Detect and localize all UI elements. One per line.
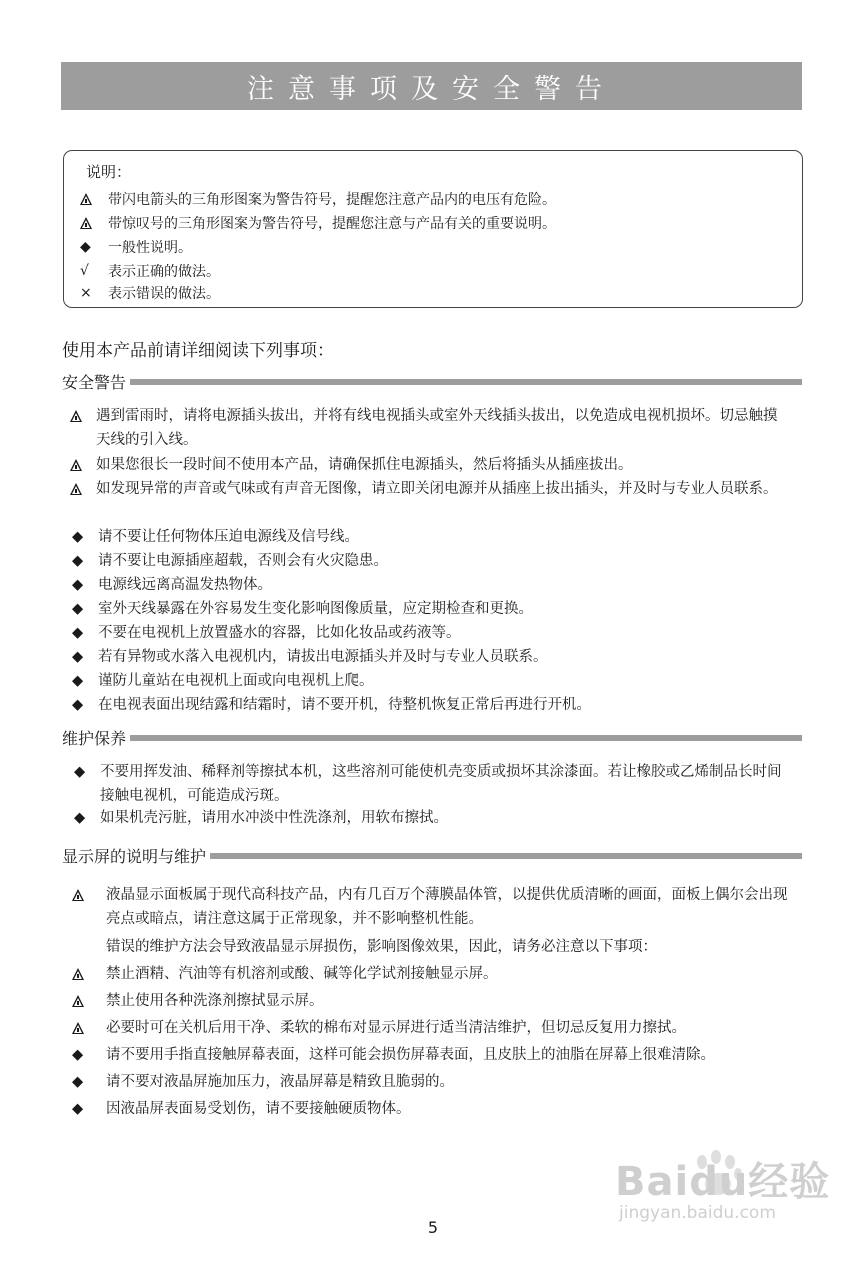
list-item bbox=[72, 962, 794, 986]
legend-item-text: 表示错误的做法。 bbox=[108, 286, 220, 302]
list-item bbox=[72, 1043, 794, 1067]
list-item-text: 若有异物或水落入电视机内，请拔出电源插头并及时与专业人员联系。 bbox=[98, 649, 548, 665]
legend-item bbox=[80, 237, 192, 257]
list-item-text: 请不要对液晶屏施加压力，液晶屏幕是精致且脆弱的。 bbox=[106, 1074, 454, 1090]
list-item bbox=[74, 760, 790, 808]
diamond-bullet-icon: ◆ bbox=[72, 1101, 84, 1117]
diamond-bullet-icon: ◆ bbox=[72, 673, 84, 689]
diamond-bullet-icon: ◆ bbox=[74, 810, 86, 826]
legend-item bbox=[80, 283, 220, 303]
watermark-logo-text: Baidu经验 bbox=[615, 1159, 831, 1205]
list-item bbox=[72, 1070, 794, 1094]
list-item bbox=[72, 1016, 794, 1040]
legend-item bbox=[80, 189, 556, 209]
list-item-text: 如发现异常的声音或气味或有声音无图像，请立即关闭电源并从插座上拔出插头，并及时与专业人员联系。 bbox=[96, 481, 778, 497]
diamond-bullet-icon: ◆ bbox=[72, 529, 84, 545]
warning-triangle-icon bbox=[80, 217, 92, 229]
warning-triangle-icon bbox=[70, 483, 82, 495]
diamond-bullet-icon: ◆ bbox=[72, 577, 84, 593]
list-item bbox=[72, 883, 794, 931]
list-item bbox=[72, 989, 794, 1013]
section-rule bbox=[210, 853, 802, 859]
legend-item bbox=[80, 261, 220, 281]
list-item-text: 请不要让任何物体压迫电源线及信号线。 bbox=[98, 529, 359, 545]
page-title bbox=[61, 62, 802, 110]
list-item-text: 请不要让电源插座超载，否则会有火灾隐患。 bbox=[98, 553, 388, 569]
list-item-text: 不要在电视机上放置盛水的容器，比如化妆品或药液等。 bbox=[98, 625, 461, 641]
section-heading-text: 显示屏的说明与维护 bbox=[62, 847, 207, 866]
list-item-text: 电源线远离高温发热物体。 bbox=[98, 577, 272, 593]
diamond-bullet-icon: ◆ bbox=[72, 697, 84, 713]
list-item bbox=[72, 645, 792, 669]
list-item-text: 必要时可在关机后用干净、柔软的棉布对显示屏进行适当清洁维护，但切忌反复用力擦拭。 bbox=[106, 1020, 686, 1036]
list-item bbox=[70, 477, 790, 501]
list-item bbox=[72, 573, 792, 597]
list-item-text: 禁止酒精、汽油等有机溶剂或酸、碱等化学试剂接触显示屏。 bbox=[106, 966, 498, 982]
section-heading-display bbox=[62, 844, 802, 867]
legend-item-text: 带闪电箭头的三角形图案为警告符号，提醒您注意产品内的电压有危险。 bbox=[108, 192, 556, 208]
list-item-text: 谨防儿童站在电视机上面或向电视机上爬。 bbox=[98, 673, 374, 689]
section-heading-text: 安全警告 bbox=[62, 373, 127, 392]
section-heading-safety bbox=[62, 370, 802, 393]
list-item-text: 错误的维护方法会导致液晶显示屏损伤，影响图像效果，因此，请务必注意以下事项： bbox=[106, 939, 657, 955]
list-item-text: 如果机壳污脏，请用水冲淡中性洗涤剂，用软布擦拭。 bbox=[100, 810, 448, 826]
section-heading-text: 维护保养 bbox=[62, 729, 127, 748]
section-rule bbox=[130, 379, 802, 385]
legend-item-text: 带惊叹号的三角形图案为警告符号，提醒您注意与产品有关的重要说明。 bbox=[108, 216, 556, 232]
list-item-text: 禁止使用各种洗涤剂擦拭显示屏。 bbox=[106, 993, 324, 1009]
list-item bbox=[72, 525, 792, 549]
watermark bbox=[615, 1150, 830, 1223]
warning-triangle-icon bbox=[70, 459, 82, 471]
page-title-text: 注意事项及安全警告 bbox=[247, 73, 616, 105]
list-item bbox=[74, 806, 790, 830]
warning-triangle-icon bbox=[72, 1022, 84, 1034]
diamond-bullet-icon: ◆ bbox=[72, 1074, 84, 1090]
warning-triangle-icon bbox=[72, 889, 84, 901]
section-rule bbox=[130, 735, 802, 741]
warning-triangle-icon bbox=[70, 410, 82, 422]
list-item bbox=[72, 669, 792, 693]
section-heading-maintenance bbox=[62, 726, 802, 749]
cross-icon: × bbox=[80, 285, 92, 301]
list-item bbox=[72, 549, 792, 573]
list-item-text: 因液晶屏表面易受划伤，请不要接触硬质物体。 bbox=[106, 1101, 411, 1117]
watermark-url: jingyan.baidu.com bbox=[619, 1203, 776, 1223]
list-item bbox=[72, 597, 792, 621]
list-item-text: 在电视表面出现结露和结霜时，请不要开机，待整机恢复正常后再进行开机。 bbox=[98, 697, 591, 713]
list-item bbox=[70, 453, 790, 477]
list-item bbox=[70, 404, 790, 452]
legend-item-text: 表示正确的做法。 bbox=[108, 264, 220, 280]
legend-item bbox=[80, 213, 556, 233]
list-item bbox=[72, 1097, 794, 1121]
legend-box bbox=[63, 150, 803, 308]
warning-triangle-icon bbox=[72, 968, 84, 980]
list-item-text: 液晶显示面板属于现代高科技产品，内有几百万个薄膜晶体管，以提供优质清晰的画面，面板上偶尔会出现亮点或暗点，请注意这属于正常现象，并不影响整机性能。 bbox=[106, 887, 788, 927]
warning-triangle-icon bbox=[72, 995, 84, 1007]
list-item-text: 如果您很长一段时间不使用本产品，请确保抓住电源插头，然后将插头从插座拔出。 bbox=[96, 457, 633, 473]
diamond-bullet-icon: ◆ bbox=[72, 625, 84, 641]
warning-triangle-icon bbox=[80, 193, 92, 205]
diamond-bullet-icon: ◆ bbox=[72, 553, 84, 569]
list-item-text: 遇到雷雨时，请将电源插头拔出，并将有线电视插头或室外天线插头拔出，以免造成电视机损坏。切忌触摸天线的引入线。 bbox=[96, 408, 778, 448]
list-item bbox=[72, 935, 794, 959]
check-icon: √ bbox=[80, 263, 89, 279]
page-number: 5 bbox=[427, 1218, 439, 1237]
diamond-bullet-icon: ◆ bbox=[80, 239, 91, 255]
diamond-bullet-icon: ◆ bbox=[74, 764, 86, 780]
list-item-text: 不要用挥发油、稀释剂等擦拭本机，这些溶剂可能使机壳变质或损坏其涂漆面。若让橡胶或乙烯制品长时间接触电视机，可能造成污斑。 bbox=[100, 764, 782, 804]
legend-item-text: 一般性说明。 bbox=[108, 240, 192, 256]
diamond-bullet-icon: ◆ bbox=[72, 1047, 84, 1063]
list-item-text: 请不要用手指直接触屏幕表面，这样可能会损伤屏幕表面，且皮肤上的油脂在屏幕上很难清除。 bbox=[106, 1047, 715, 1063]
legend-heading: 说明： bbox=[86, 163, 132, 181]
list-item-text: 室外天线暴露在外容易发生变化影响图像质量，应定期检查和更换。 bbox=[98, 601, 533, 617]
diamond-bullet-icon: ◆ bbox=[72, 649, 84, 665]
list-item bbox=[72, 621, 792, 645]
list-item bbox=[72, 693, 792, 717]
intro-text: 使用本产品前请详细阅读下列事项： bbox=[62, 341, 334, 361]
diamond-bullet-icon: ◆ bbox=[72, 601, 84, 617]
